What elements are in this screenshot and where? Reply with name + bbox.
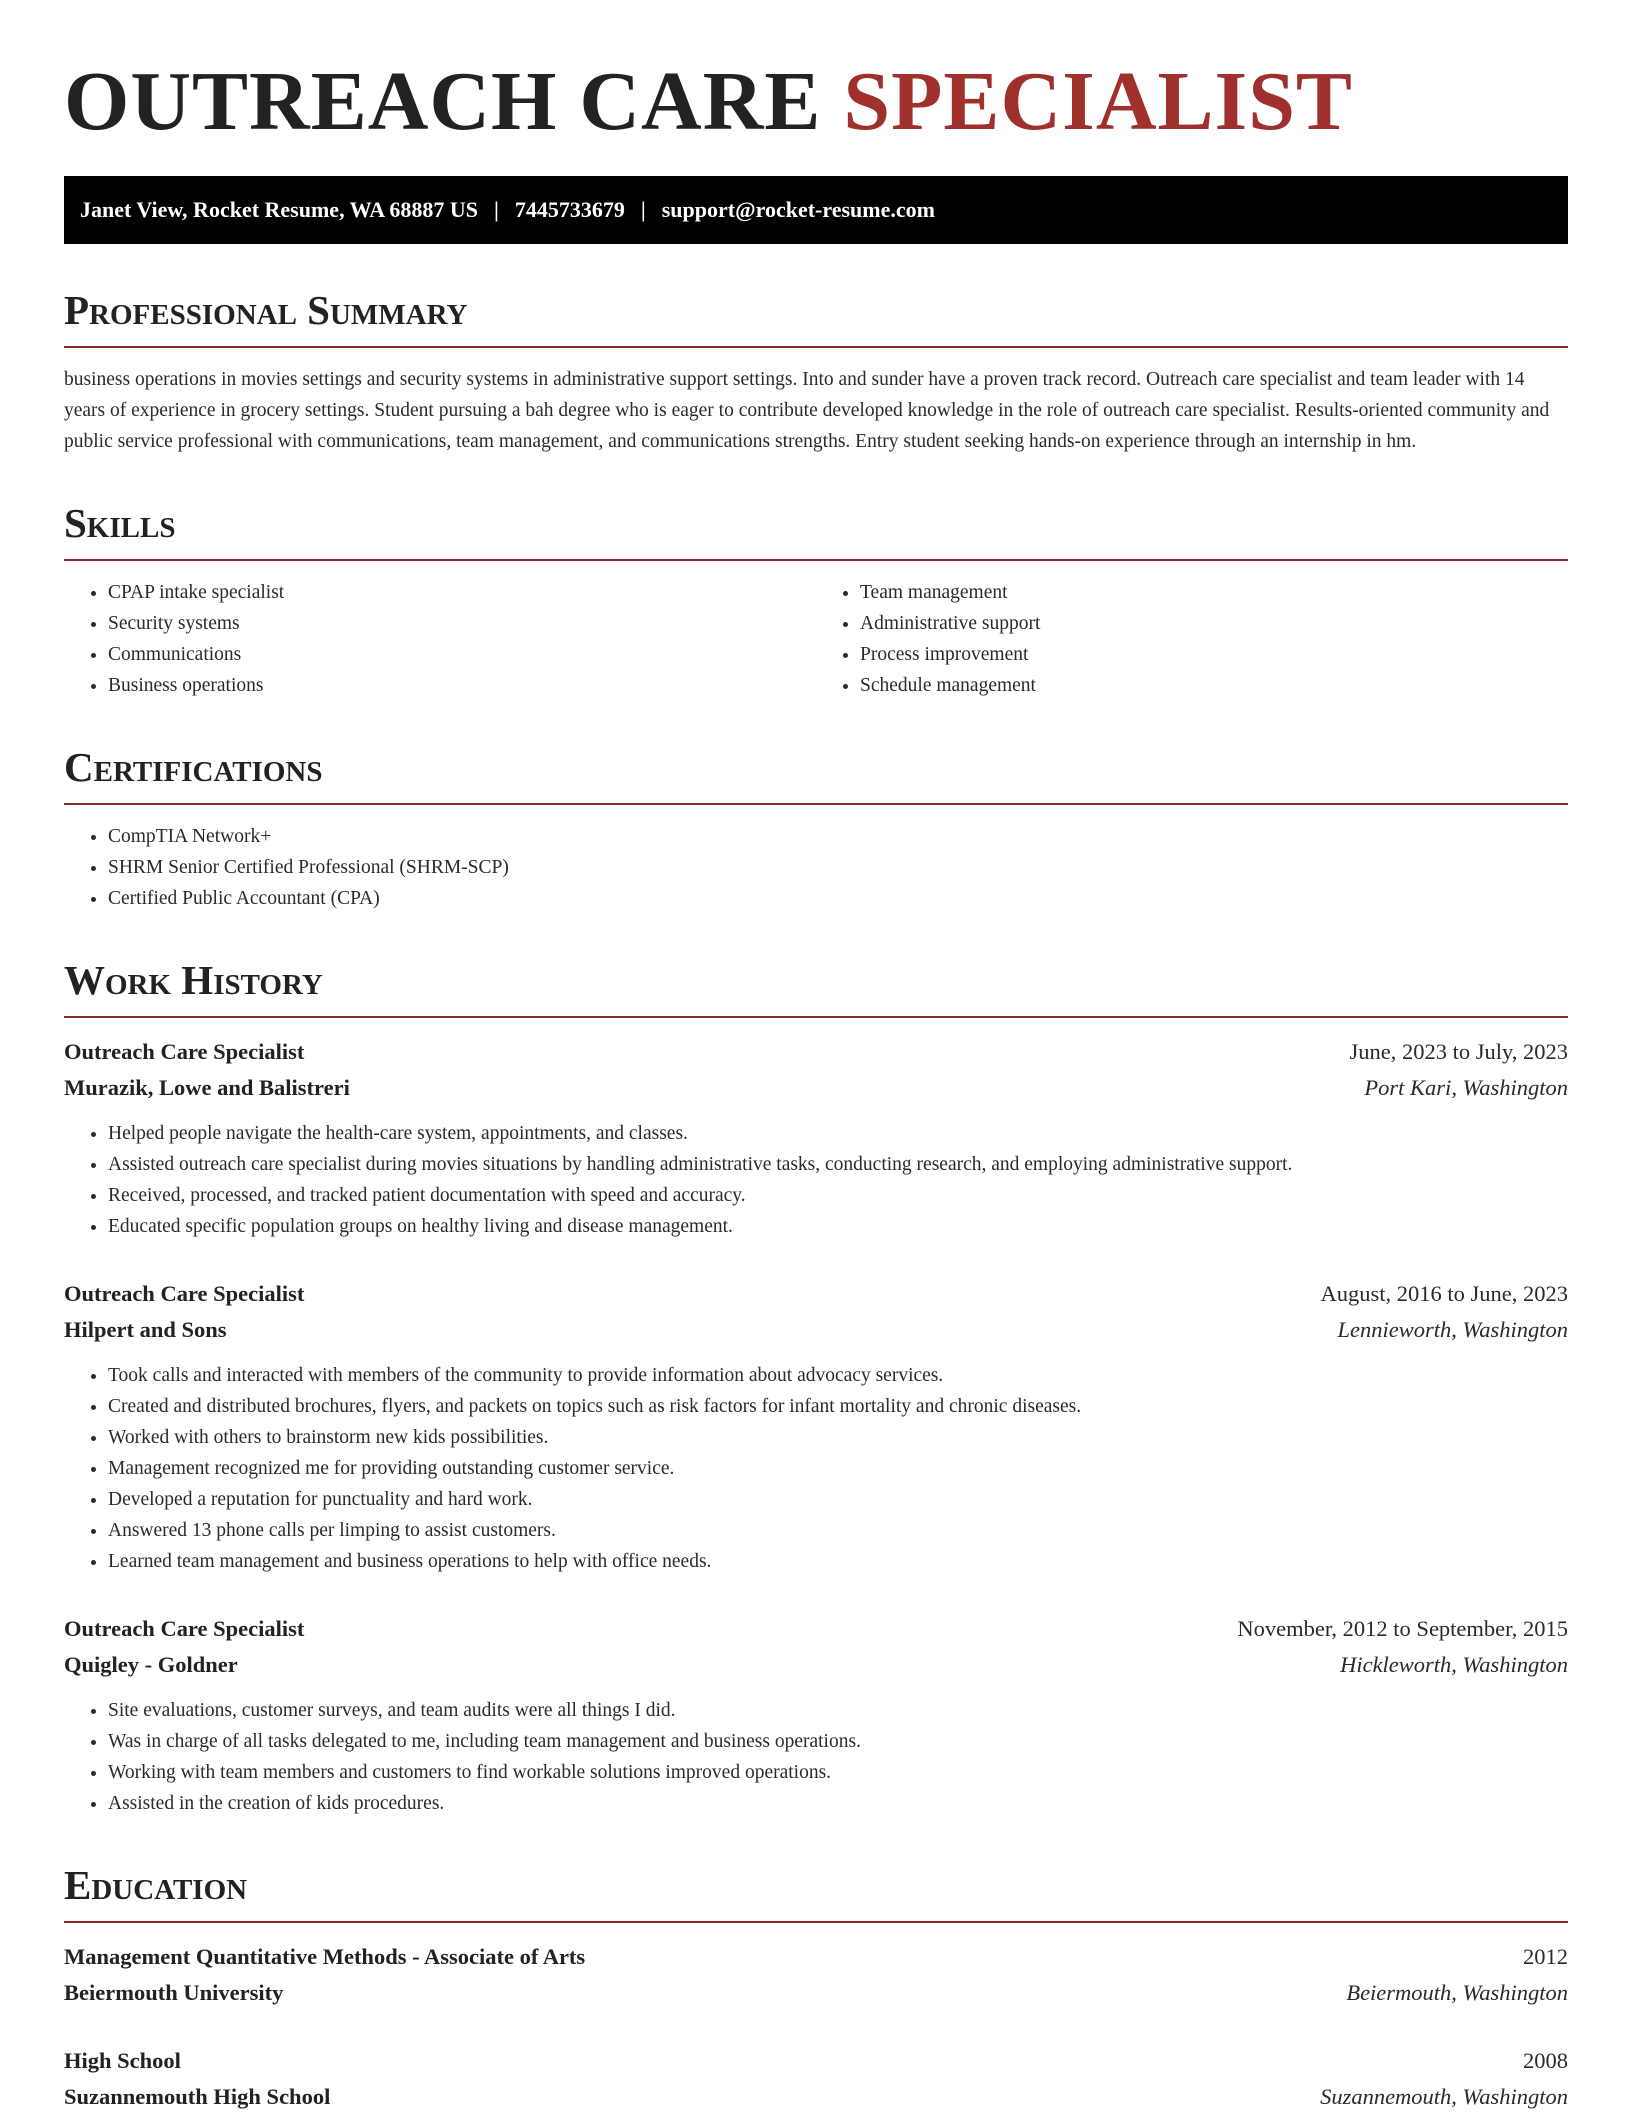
education-school: Suzannemouth High School [64,2084,331,2109]
job-duty: • Management recognized me for providing outstanding customer service. [108,1453,1568,1484]
job-entry [64,1611,1568,1819]
job-duty: • Site evaluations, customer surveys, and team audits were all things I did. [108,1695,1568,1726]
education-degree-row [64,2043,1568,2079]
education-entry [64,2043,1568,2115]
job-company: Quigley - Goldner [64,1652,238,1677]
education-year: 2008 [1523,2048,1568,2073]
job-company: Hilpert and Sons [64,1317,227,1342]
contact-bar [64,176,1568,244]
job-dates: August, 2016 to June, 2023 [1320,1281,1568,1306]
job-company-row [64,1312,1568,1348]
job-company-row [64,1070,1568,1106]
skills-list-left [64,577,816,701]
job-duties [64,1360,1568,1577]
work-section [64,956,1568,1819]
summary-heading: Professional Summary [64,286,1568,348]
contact-phone: 7445733679 [514,197,625,222]
job-dates: November, 2012 to September, 2015 [1237,1616,1568,1641]
title-main: OUTREACH CARE [64,55,822,148]
job-header-row [64,1276,1568,1312]
title-accent: SPECIALIST [843,55,1353,148]
job-company-row [64,1647,1568,1683]
education-degree: Management Quantitative Methods - Associate of Arts [64,1944,586,1969]
job-duty: • Worked with others to brainstorm new kids possibilities. [108,1422,1568,1453]
work-heading: Work History [64,956,1568,1018]
job-duty: • Working with team members and customers to find workable solutions improved operations. [108,1757,1568,1788]
contact-separator: | [640,197,646,222]
job-header-row [64,1034,1568,1070]
certifications-heading: Certifications [64,743,1568,805]
skill-item: • Security systems [108,608,816,639]
job-duty: • Assisted outreach care specialist during movies situations by handling administrative tasks, conducting research, and employing administrative support. [108,1149,1568,1180]
certification-item: • CompTIA Network+ [108,821,1568,852]
job-duty: • Answered 13 phone calls per limping to assist customers. [108,1515,1568,1546]
job-duty: • Learned team management and business operations to help with office needs. [108,1546,1568,1577]
certification-item: • SHRM Senior Certified Professional (SHRM-SCP) [108,852,1568,883]
job-duties [64,1695,1568,1819]
contact-separator: | [494,197,499,222]
contact-address: Janet View, Rocket Resume, WA 68887 US [80,197,479,222]
job-title: Outreach Care Specialist [64,1616,305,1641]
job-duty: • Created and distributed brochures, flyers, and packets on topics such as risk factors for infant mortality and chronic diseases. [108,1391,1568,1422]
contact-email: support@rocket-resume.com [661,197,935,222]
skills-section [64,499,1568,701]
job-location: Lennieworth, Washington [1337,1317,1568,1342]
education-school-row [64,2079,1568,2115]
skills-list-right [816,577,1568,701]
skill-item: • Team management [860,577,1568,608]
job-duties [64,1118,1568,1242]
summary-text: business operations in movies settings and security systems in administrative support settings. Into and sunder have a proven track record. Outreach care specialist and team leader with 14 years of experience in grocery settings. Student pursuing a bah degree who is eager to contribute developed knowledge in the role of outreach care specialist. Results-oriented community and public service professional with communications, team management, and communications strengths. Entry student seeking hands-on experience through an internship in hm. [64,369,1550,452]
education-section [64,1861,1568,2115]
certification-item: • Certified Public Accountant (CPA) [108,883,1568,914]
job-title: Outreach Care Specialist [64,1039,305,1064]
job-header-row [64,1611,1568,1647]
education-degree-row [64,1939,1568,1975]
skills-grid [64,577,1568,701]
job-duty: • Helped people navigate the health-care system, appointments, and classes. [108,1118,1568,1149]
education-location: Beiermouth, Washington [1346,1980,1568,2005]
skill-item: • Communications [108,639,816,670]
job-dates: June, 2023 to July, 2023 [1349,1039,1568,1064]
job-entry [64,1276,1568,1577]
education-entry [64,1939,1568,2011]
certifications-list [64,821,1568,914]
job-duty: • Assisted in the creation of kids procedures. [108,1788,1568,1819]
job-location: Hickleworth, Washington [1340,1652,1568,1677]
education-school-row [64,1975,1568,2011]
job-entry [64,1034,1568,1242]
certifications-section [64,743,1568,914]
job-location: Port Kari, Washington [1364,1075,1568,1100]
education-degree: High School [64,2048,181,2073]
job-duty: • Took calls and interacted with members of the community to provide information about advocacy services. [108,1360,1568,1391]
job-duty: • Educated specific population groups on healthy living and disease management. [108,1211,1568,1242]
job-company: Murazik, Lowe and Balistreri [64,1075,350,1100]
job-duty: • Received, processed, and tracked patient documentation with speed and accuracy. [108,1180,1568,1211]
education-school: Beiermouth University [64,1980,284,2005]
skill-item: • Administrative support [860,608,1568,639]
skill-item: • Schedule management [860,670,1568,701]
education-location: Suzannemouth, Washington [1320,2084,1568,2109]
job-title: Outreach Care Specialist [64,1281,305,1306]
resume-title [64,52,1568,152]
education-heading: Education [64,1861,1568,1923]
skill-item: • CPAP intake specialist [108,577,816,608]
skill-item: • Process improvement [860,639,1568,670]
skill-item: • Business operations [108,670,816,701]
job-duty: • Was in charge of all tasks delegated to me, including team management and business operations. [108,1726,1568,1757]
education-year: 2012 [1523,1944,1568,1969]
skills-heading: Skills [64,499,1568,561]
job-duty: • Developed a reputation for punctuality and hard work. [108,1484,1568,1515]
summary-section [64,286,1568,457]
